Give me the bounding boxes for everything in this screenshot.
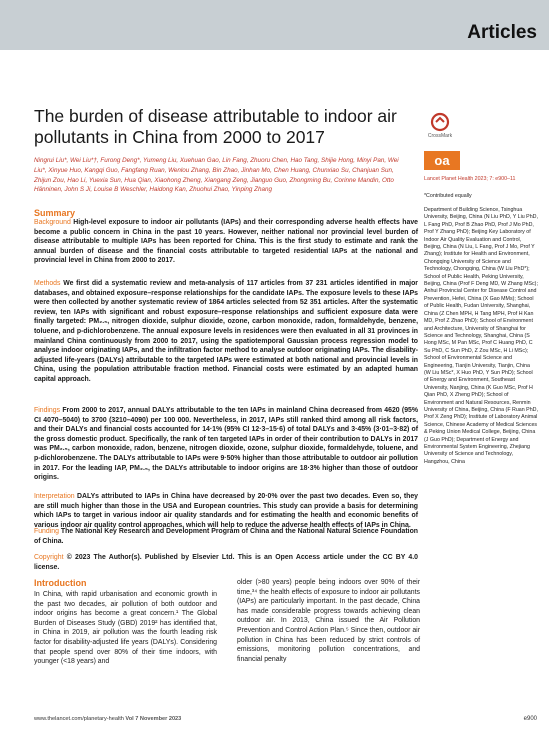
summary-heading: Summary [34, 208, 76, 218]
intro-column-1: In China, with rapid urbanisation and economic growth in the past two decades, air pollution of both outdoor and indoor origins has become a great concern.¹ The Global Burden of Diseases Study (GBD) 2019² has identified that, in China in 2019, air pollution was the fourth leading risk factor for disability-adjusted life years (DALYs). Considering that people spend over 80% of their time indoors, with younger (<18 years) and [34, 591, 217, 666]
section-label: Articles [467, 22, 537, 43]
contributed-note: *Contributed equally [424, 193, 472, 199]
intro-column-2: older (>80 years) people being indoors over 90% of their time,³⁴ the health effects of exposure to indoor air pollutants (IAPs) are particularly important. In the past decade, China has made considerable progress towards achieving clean outdoor air. In 2013, China issued the Air Pollution Prevention and Control Action Plan.⁵ Since then, outdoor air pollution in China has been reduced by strict controls of emissions, monitoring pollution concentrations, and financial penalty [237, 579, 420, 663]
footer-site-link[interactable]: www.thelancet.com/planetary-health [34, 716, 124, 722]
footer-volume: Vol 7 November 2023 [125, 716, 182, 722]
funding-text: The National Key Research and Development Program of China and the National Natural Science Foundation of China. [34, 528, 418, 545]
interpretation-paragraph [34, 492, 418, 530]
open-access-badge: oa [424, 151, 460, 170]
funding-heading: Funding [34, 528, 59, 535]
introduction-heading: Introduction [34, 578, 87, 588]
background-paragraph [34, 218, 418, 266]
crossmark-icon[interactable] [425, 112, 455, 138]
copyright-text: © 2023 The Author(s). Published by Elsevier Ltd. This is an Open Access article under the CC BY 4.0 license. [34, 554, 418, 571]
funding-paragraph [34, 527, 418, 546]
findings-text: From 2000 to 2017, annual DALYs attributable to the ten IAPs in mainland China decreased from 4620 (95% CI 4070–5040) to 3700 (3210–4090) per 100 000. Nevertheless, in 2017, IAPs still ranked third among all risk factors, and their DALYs and financial costs accounted for 14·1% (95% CI 12·3–15·6) of total DALYs and 3·45% (3·01–3·82) of the gross domestic product. Specifically, the rank of ten targeted IAPs in order of their contribution to DALYs in 2017 was PM₂.₅, carbon monoxide, radon, benzene, nitrogen dioxide, ozone, sulphur dioxide, formaldehyde, toluene, and p-dichlorobenzene. The DALYs attributable to IAPs were 9·50% higher than those attributable to outdoor air pollution in 2017. For the leading IAP, PM₂.₅, the DALYs attributable to indoor origins are 18·3% higher than those of outdoor origins. [34, 407, 419, 482]
copyright-heading: Copyright [34, 554, 64, 561]
interpretation-heading: Interpretation [34, 493, 75, 500]
findings-paragraph [34, 406, 418, 483]
affiliations: Department of Building Science, Tsinghua University, Beijing, China (N Liu PhD, Y Liu PhD, L Fang PhD, Prof B Zhao PhD, Prof J Mo PhD, Prof Y Zhang PhD); Beijing Key Laboratory of Indoor Air Quality Evaluation and Control, Beijing, China (N Liu, L Fang, Prof J Mo, Prof Y Zhang); Institute for Health and Environment, Chongqing University of Science and Technology, Chongqing, China (W Liu PhD*); School of Public Health, Peking University, Beijing, China (Prof F Deng MD, W Zhang MSc); Anhui Provincial Center for Disease Control and Prevention, Hefei, China (X Gao MMs); School of Public Health, Fudan University, Shanghai, China (Z Chen MPH, H Tang MPH, Prof H Kan MD, Prof Z Zhao PhD); School of Environment and Architecture, University of Shanghai for Science and Technology, Shanghai, China (S Hong MSc, M Pan MSc, Prof C Huang PhD, C Su PhD, C Sun PhD, Z Zou MSc, H Li MSc); School of Environmental Science and Engineering, Tianjin University, Tianjin, China (W Liu MSc*, X Huo PhD, Y Sun PhD); School of Energy and Environment, Southeast University, Nanjing, China (K Guo MSc, Prof H Qian PhD, X Zheng PhD); School of Environment and Natural Resources, Renmin University of China, Beijing, China (F Ruan PhD, Prof X Zeng PhD); Institute of Laboratory Animal Science, Chinese Academy of Medical Sciences & Peking Union Medical College, Beijing, China (J Guo PhD); Department of Energy and Environmental System Engineering, Zhejiang University of Science and Technology, Hangzhou, China [424, 207, 538, 465]
footer-left [34, 716, 181, 722]
article-title: The burden of disease attributable to indoor air pollutants in China from 2000 to 2017 [34, 106, 397, 147]
methods-heading: Methods [34, 280, 61, 287]
methods-text: We first did a systematic review and meta-analysis of 117 articles from 37 231 articles identified in major databases, and obtained exposure–response relationships for the candidate IAPs. The exposure levels to these IAPs were then collected by another systematic review of 1864 articles selected from 52 351 articles. After the systematic review, ten IAPs with significant and robust exposure–response relationships and sufficient exposure data were finally targeted: PM₂.₅, nitrogen dioxide, sulphur dioxide, ozone, carbon monoxide, radon, formaldehyde, benzene, toluene, and p-dichlorobenzene. The annual exposure levels in residences were then evaluated in all 31 provinces in mainland China continuously from 2000 to 2017, using the spatiotemporal Gaussian process regression model to analyse indoor originating IAPs, and the infiltration factor method to analyse outdoor originating IAPs. The disability-adjusted life-years (DALYs) attributable to the targeted IAPs were estimated at both national and provincial levels in China, using the population attributable fraction method. Financial costs were estimated by an adapted human capital approach. [34, 280, 418, 383]
page-number: e900 [523, 716, 537, 722]
interpretation-text: DALYs attributed to IAPs in China have decreased by 20·0% over the past two decades. Even so, they are still much higher than those in the USA and European countries. This study can provide a basis for determining which IAPs to target in various indoor air quality standards and for estimating the health and economic benefits of various indoor air quality control approaches, which will help to reduce the adverse health effects of IAPs in China. [34, 493, 418, 529]
author-list: Ningrui Liu*, Wei Liu*†, Furong Deng*, Yumeng Liu, Xuehuan Gao, Lin Fang, Zhuoru Chen, Hao Tang, Shijie Hong, Minyi Pan, Wei Liu*, Xinyue Huo, Kangqi Guo, Fangfang Ruan, Wenlou Zhang, Bin Zhao, Jinhan Mo, Chen Huang, Chunxiao Su, Chanjuan Sun, Zhijun Zou, Hao Li, Yuexia Sun, Hua Qian, Xiaohong Zheng, Xiangang Zeng, Jianguo Guo, Zhongming Bu, Corinne Mandin, Otto Hänninen, John S Ji, Louise B Weschler, Haidong Kan, Zhuohui Zhao, Yinping Zhang [34, 157, 399, 194]
background-heading: Background [34, 219, 71, 226]
findings-heading: Findings [34, 407, 61, 414]
journal-citation: Lancet Planet Health 2023; 7: e900–11 [424, 176, 516, 182]
copyright-paragraph [34, 553, 418, 572]
methods-paragraph [34, 279, 418, 385]
background-text: High-level exposure to indoor air pollutants (IAPs) and their corresponding adverse health effects have become a public concern in China in the past 10 years. However, neither national nor provincial level burden of disease attributable to multiple IAPs has been reported for China. This is the first study to estimate and rank the annual burden of disease and the financial costs attributable to targeted residential IAPs at the national and provincial level in China from 2000 to 2017. [34, 219, 418, 265]
svg-text:CrossMark: CrossMark [427, 133, 453, 138]
